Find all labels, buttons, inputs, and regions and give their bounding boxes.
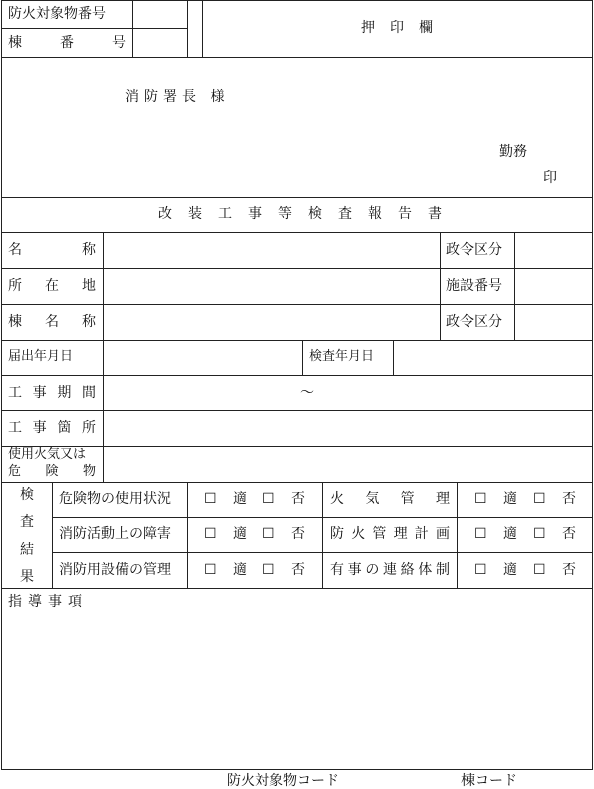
pass-label: 適 [233, 491, 247, 507]
facility-number-field[interactable] [515, 269, 592, 304]
seal-area[interactable] [203, 1, 592, 57]
form-title: 改装工事等検査報告書 [158, 206, 458, 222]
notification-date-label: 届出年月日 [8, 349, 74, 364]
pass-label: 適 [233, 562, 247, 578]
pass-label: 適 [503, 491, 517, 507]
guidance-label: 指導事項 [8, 594, 88, 610]
inspection-date-field[interactable] [394, 341, 592, 375]
fire-target-code-label: 防火対象物コード [227, 773, 339, 789]
construction-period-label: 工 事 期 間 [8, 385, 96, 401]
fail-label: 否 [562, 491, 576, 507]
construction-location-label: 工 事 箇 所 [8, 420, 96, 436]
fail-label: 否 [291, 562, 305, 578]
fail-label: 否 [562, 562, 576, 578]
construction-location-field[interactable] [104, 411, 592, 446]
result-item-right-1: 防 火 管 理 計 画 [330, 526, 450, 542]
fire-target-number-label: 防火対象物番号 [8, 6, 106, 22]
ward-label-2: 政令区分 [446, 314, 502, 330]
period-separator: 〜 [300, 385, 314, 401]
result-item-left-0: 危険物の使用状況 [59, 491, 171, 507]
result-item-right-0: 火 気 管 理 [330, 491, 450, 507]
inspection-date-label: 検査年月日 [309, 349, 375, 364]
location-label: 所 在 地 [8, 278, 96, 294]
building-name-label: 棟 名 称 [8, 314, 96, 330]
employer-label: 勤務 [499, 144, 527, 160]
building-number-field[interactable] [133, 29, 187, 57]
result-item-left-1: 消防活動上の障害 [59, 526, 171, 542]
location-field[interactable] [104, 269, 440, 304]
pass-checkbox[interactable]: ☐ [474, 562, 487, 578]
result-item-left-2: 消防用設備の管理 [59, 562, 171, 578]
fail-checkbox[interactable]: ☐ [262, 526, 275, 542]
building-code-label: 棟コード [461, 773, 517, 789]
pass-label: 適 [503, 526, 517, 542]
fail-checkbox[interactable]: ☐ [262, 562, 275, 578]
seal-mark: 印 [543, 170, 557, 186]
fail-checkbox[interactable]: ☐ [262, 491, 275, 507]
ward-label-1: 政令区分 [446, 242, 502, 258]
fail-checkbox[interactable]: ☐ [533, 526, 546, 542]
name-label: 名 称 [8, 242, 96, 258]
fire-use-label-line1: 使用火気又は [8, 447, 87, 462]
pass-checkbox[interactable]: ☐ [204, 562, 217, 578]
fire-use-label-line2: 危 険 物 [8, 464, 96, 479]
fail-label: 否 [562, 526, 576, 542]
facility-number-label: 施設番号 [446, 278, 502, 294]
pass-checkbox[interactable]: ☐ [204, 491, 217, 507]
seal-column-label: 押 印 欄 [361, 20, 433, 36]
pass-checkbox[interactable]: ☐ [474, 526, 487, 542]
construction-period-field[interactable] [104, 376, 592, 410]
pass-label: 適 [503, 562, 517, 578]
results-section-label: 検 査 結 果 [20, 487, 34, 585]
fail-checkbox[interactable]: ☐ [533, 562, 546, 578]
guidance-field[interactable] [2, 612, 592, 769]
pass-label: 適 [233, 526, 247, 542]
name-field[interactable] [104, 233, 440, 268]
fail-label: 否 [291, 491, 305, 507]
fail-checkbox[interactable]: ☐ [533, 491, 546, 507]
recipient-line: 消防署長 様 [125, 89, 230, 105]
fire-target-number-field[interactable] [133, 1, 187, 28]
pass-checkbox[interactable]: ☐ [204, 526, 217, 542]
fail-label: 否 [291, 526, 305, 542]
ward-field-1[interactable] [515, 233, 592, 268]
result-item-right-2: 有 事 の 連 絡 体 制 [330, 562, 450, 578]
fire-use-field[interactable] [104, 447, 592, 482]
pass-checkbox[interactable]: ☐ [474, 491, 487, 507]
building-name-field[interactable] [104, 305, 440, 340]
ward-field-2[interactable] [515, 305, 592, 340]
building-number-label: 棟 番 号 [8, 35, 126, 51]
notification-date-field[interactable] [104, 341, 302, 375]
